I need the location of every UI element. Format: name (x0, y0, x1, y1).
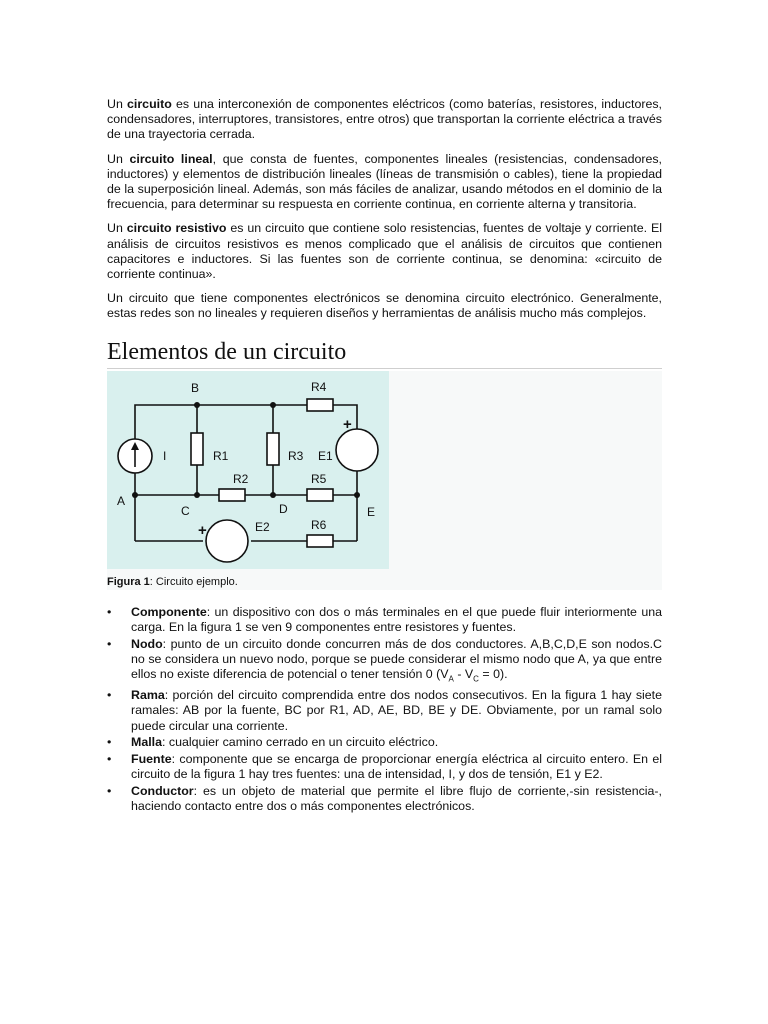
paragraph-circuito-electronico (107, 291, 662, 321)
label-e: E (367, 504, 376, 519)
list-term: Nodo (131, 636, 163, 651)
list-item (107, 605, 662, 635)
label-a: A (117, 493, 126, 508)
label-r5: R5 (311, 471, 327, 486)
node-top (270, 402, 276, 408)
label-d: D (279, 501, 288, 516)
bullet-icon: • (107, 604, 112, 619)
voltage-source-e1-icon (336, 429, 378, 471)
paragraph-text: , que consta de fuentes, componentes lineales (resistencias, condensadores, inductores) y elementos de distribución lineales (líneas de transmisión o cables), tiene la propiedad de la superposición lineal. Además, son más fáciles de analizar, usando métodos en el dominio de la frecuencia, para determinar su respuesta en corriente continua, en corriente alterna y transitoria. (107, 151, 663, 212)
label-e2: E2 (255, 519, 270, 534)
resistor-r1 (191, 433, 203, 465)
list-term: Conductor (131, 783, 194, 798)
bullet-icon: • (107, 735, 112, 750)
bold-term: circuito resistivo (126, 221, 227, 236)
list-item (107, 637, 662, 687)
bold-term: circuito lineal (129, 151, 213, 166)
bullet-icon: • (107, 636, 112, 651)
list-term: Rama (131, 688, 165, 703)
resistor-r4 (307, 399, 333, 411)
resistor-r2 (219, 489, 245, 501)
label-e1: E1 (318, 448, 333, 463)
node-b (194, 402, 200, 408)
label-r3: R3 (288, 448, 304, 463)
list-item (107, 735, 662, 750)
list-text: : componente que se encarga de proporcionar energía eléctrica al circuito entero. En el circuito de la figura 1 hay tres fuentes: una de intensidad, I, y dos de tensión, E1 y E2. (131, 751, 662, 782)
label-r2: R2 (233, 471, 249, 486)
section-heading: Elementos de un circuito (107, 338, 347, 365)
label-plus-e1: + (343, 415, 352, 433)
list-text: : punto de un circuito donde concurren más de dos conductores. A,B,C,D,E son nodos.C no se considera un nuevo nodo, porque se puede considerar el mismo nodo que A, ya que entre ellos no existe diferencia de potencial o tener tensión 0 (V (131, 636, 662, 681)
label-plus-e2: + (198, 521, 207, 539)
paragraph-text: Un circuito que tiene componentes electrónicos se denomina circuito electrónico. Generalmente, estas redes son no lineales y requieren diseños y herramientas de análisis mucho más complejos. (107, 291, 662, 321)
list-item (107, 784, 662, 814)
bullet-icon: • (107, 751, 112, 766)
paragraph-text: Un (107, 97, 128, 111)
label-b: B (191, 380, 200, 395)
subscript: C (473, 674, 479, 684)
figure-1 (107, 371, 662, 590)
node-c (194, 492, 200, 498)
paragraph-circuito-lineal (107, 152, 662, 213)
paragraph-text: Un (107, 221, 127, 236)
list-term: Malla (131, 735, 162, 750)
list-text: : un dispositivo con dos o más terminales en el que puede fluir interiormente una carga. En la figura 1 se ven 9 componentes entre resistores y fuentes. (131, 604, 662, 634)
document-page (107, 97, 662, 816)
node-d (270, 492, 276, 498)
paragraph-text: es un circuito que contiene solo resistencias, fuentes de voltaje y corriente. El análisis de circuitos resistivos es menos complicado que el análisis de circuitos que contienen capacitores e inductores. Si las fuentes son de corriente continua, se denomina: «circuito de corriente continua». (107, 221, 662, 282)
caption-label: Figura 1 (107, 575, 150, 588)
resistor-r6 (307, 535, 333, 547)
list-item (107, 688, 662, 734)
list-text: = 0). (478, 666, 508, 681)
list-term: Fuente (131, 751, 172, 766)
bold-term: circuito (127, 97, 172, 111)
label-r4: R4 (311, 379, 327, 394)
list-text: : porción del circuito comprendida entre dos nodos consecutivos. En la figura 1 hay siete ramales: AB por la fuente, BC por R1, AD, AE, BD, BE y DE. Obviamente, por un ramal solo puede circular una corriente. (131, 688, 662, 733)
list-text: : cualquier camino cerrado en un circuito eléctrico. (162, 735, 439, 750)
label-c: C (181, 503, 190, 518)
resistor-r5 (307, 489, 333, 501)
circuit-diagram (107, 371, 389, 569)
list-term: Componente (131, 604, 207, 619)
circuit-svg (107, 371, 389, 569)
heading-divider (107, 368, 662, 369)
resistor-r3 (267, 433, 279, 465)
node-e (354, 492, 360, 498)
figure-caption (107, 576, 238, 588)
paragraph-text: Un (107, 151, 130, 166)
paragraph-text: es una interconexión de componentes eléctricos (como baterías, resistores, inductores, condensadores, interruptores, transistores, entre otros) que transportan la corriente eléctrica a través de una trayectoria cerrada. (107, 97, 662, 142)
definitions-list (107, 605, 662, 815)
caption-text: : Circuito ejemplo. (149, 575, 238, 588)
label-i: I (163, 448, 167, 463)
paragraph-circuito-resistivo (107, 221, 662, 282)
list-text: - V (453, 666, 474, 681)
bullet-icon: • (107, 783, 112, 798)
paragraph-circuito (107, 97, 662, 143)
subscript: A (448, 674, 454, 684)
label-r1: R1 (213, 448, 229, 463)
list-item (107, 752, 662, 782)
bullet-icon: • (107, 688, 112, 703)
list-text: : es un objeto de material que permite el libre flujo de corriente,-sin resistencia-, haciendo contacto entre dos o más componentes electrónicos. (131, 783, 662, 814)
label-r6: R6 (311, 517, 327, 532)
voltage-source-e2-icon (206, 520, 248, 562)
node-a (132, 492, 138, 498)
